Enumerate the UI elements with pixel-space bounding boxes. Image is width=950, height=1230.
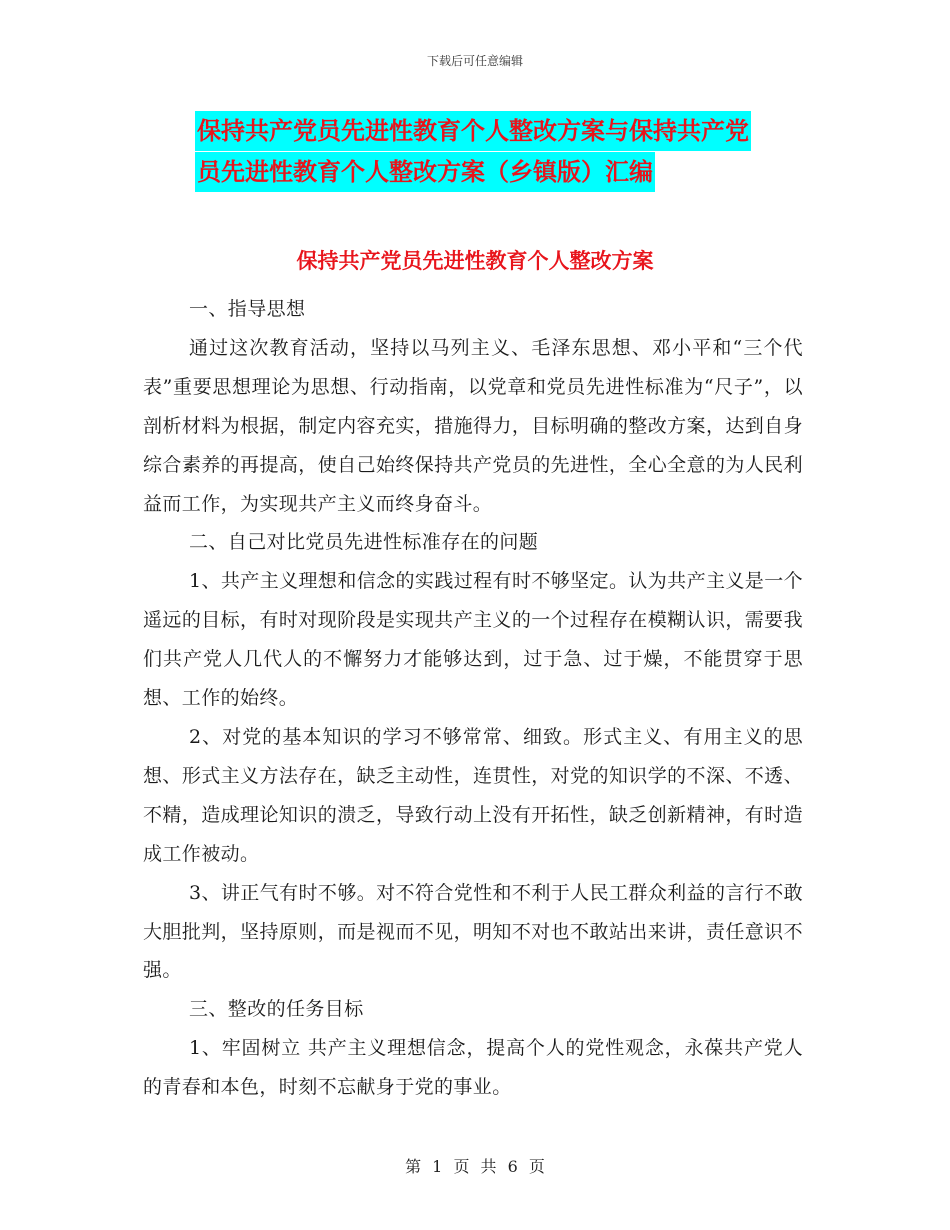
page-footer: 第 1 页 共 6 页 bbox=[405, 1157, 545, 1176]
heading-guiding-thought: 一、指导思想 bbox=[189, 298, 306, 320]
main-title-line-2 bbox=[195, 152, 815, 192]
document-body bbox=[143, 290, 803, 1107]
paragraph-problem-3: 3、讲正气有时不够。对不符合党性和不利于人民工群众利益的言行不敢大胆批判，坚持原则，而是视而不见，明知不对也不敢站出来讲，责任意识不强。 bbox=[143, 881, 803, 982]
header-note: 下载后可任意编辑 bbox=[426, 54, 523, 68]
main-title-line-1 bbox=[195, 111, 815, 151]
paragraph-guiding-thought: 通过这次教育活动，坚持以马列主义、毛泽东思想、邓小平和“三个代表”重要思想理论为思想、行动指南，以党章和党员先进性标准为“尺子”，以剖析材料为根据，制定内容充实，措施得力，目标明确的整改方案，达到自身综合素养的再提高，使自己始终保持共产党员的先进性，全心全意的为人民利益而工作，为实现共产主义而终身奋斗。 bbox=[143, 336, 803, 515]
paragraph-problem-1: 1、共产主义理想和信念的实践过程有时不够坚定。认为共产主义是一个遥远的目标，有时对现阶段是实现共产主义的一个过程存在模糊认识，需要我们共产党人几代人的不懈努力才能够达到，过于急、过于燥，不能贯穿于思想、工作的始终。 bbox=[143, 570, 803, 710]
paragraph-goal-1: 1、牢固树立 共产主义理想信念，提高个人的党性观念，永葆共产党人的青春和本色，时刻不忘献身于党的事业。 bbox=[143, 1037, 803, 1099]
main-title-text-1: 保持共产党员先进性教育个人整改方案与保持共产党 bbox=[195, 111, 751, 151]
heading-goals: 三、整改的任务目标 bbox=[189, 998, 364, 1021]
paragraph-problem-2: 2、对党的基本知识的学习不够常常、细致。形式主义、有用主义的思想、形式主义方法存在，缺乏主动性，连贯性，对党的知识学的不深、不透、不精，造成理论知识的溃乏，导致行动上没有开拓性，缺乏创新精神，有时造成工作被动。 bbox=[143, 725, 803, 865]
section-title: 保持共产党员先进性教育个人整改方案 bbox=[296, 248, 654, 273]
main-title-text-2: 员先进性教育个人整改方案（乡镇版）汇编 bbox=[195, 152, 655, 192]
heading-problems: 二、自己对比党员先进性标准存在的问题 bbox=[189, 531, 539, 554]
